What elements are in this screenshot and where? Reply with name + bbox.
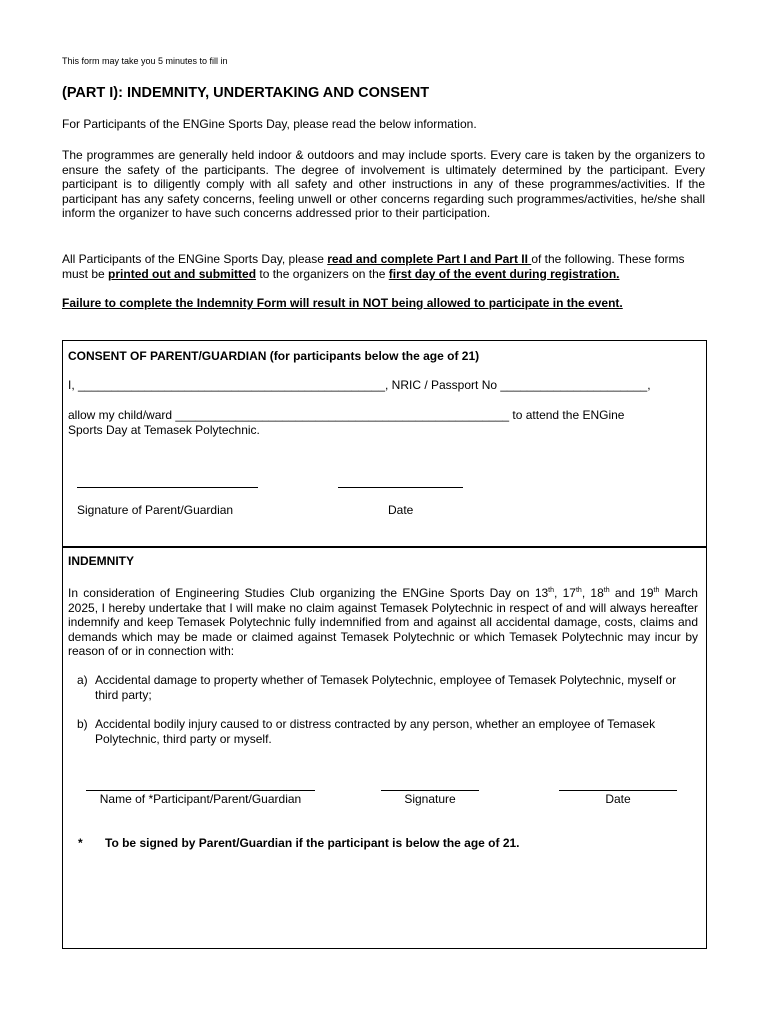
footnote-marker: * [78,836,83,850]
instructions-text-2: of the following. These forms must be [62,252,685,281]
indemnity-signature-label: Signature [404,792,456,806]
indemnity-date-label: Date [605,792,631,806]
instructions-text-3: to the organizers on the [256,266,389,281]
parent-signature-line[interactable] [77,487,258,488]
indemnity-heading: INDEMNITY [68,554,134,568]
list-marker: a) [77,673,88,687]
consent-name-line[interactable]: I, ______________________________________________, NRIC / Passport No ______________________, [68,378,651,392]
date-suffix-1: th [548,587,555,594]
instructions-bold-3: first day of the event during registration. [388,266,620,281]
indemnity-text-4: and 19 [609,586,654,600]
indemnity-text-5: March 2025, I hereby undertake that I will make no claim against Temasek Polytechnic in respect of and will always hereafter indemnify and keep Temasek Polytechnic fully indemnified from and against all accidental damage, costs, claims and demands which may be made or claimed against Temasek Polytechnic or which Temasek Polytechnic may incur by reason of or in connection with: [68,586,698,659]
date-suffix-4: th [653,587,660,594]
instructions-bold-2: printed out and submitted [108,266,257,281]
list-marker: b) [77,717,88,731]
indemnity-text-1: In consideration of Engineering Studies Club organizing the ENGine Sports Day on 13 [68,586,549,600]
page-title: (PART I): INDEMNITY, UNDERTAKING AND CONSENT [62,85,430,101]
indemnity-signature-line[interactable] [381,790,479,791]
participant-name-line[interactable] [86,790,315,791]
indemnity-paragraph [68,584,698,659]
date-suffix-2: th [575,587,582,594]
indemnity-text-2: , 17 [554,586,576,600]
instructions-text-1: All Participants of the ENGine Sports Day, please [62,252,328,266]
instructions-paragraph [62,252,705,281]
parent-signature-label: Signature of Parent/Guardian [77,503,234,517]
indemnity-date-line[interactable] [559,790,677,791]
failure-warning: Failure to complete the Indemnity Form will result in NOT being allowed to participate in the event. [62,296,623,310]
consent-event-line: Sports Day at Temasek Polytechnic. [68,423,260,437]
consent-date-label: Date [388,503,414,517]
intro-text: For Participants of the ENGine Sports Day, please read the below information. [62,117,477,131]
programmes-paragraph: The programmes are generally held indoor & outdoors and may include sports. Every care is taken by the organizers to ensure the safety of the participants. The degree of involvement is ultimately determined by the participant. Every participant is to diligently comply with all safety and other instructions in any of these programmes/activities. If the participant has any safety concerns, feeling unwell or other concerns regarding such programmes/activities, he/she shall inform the organizer to have such concerns addressed prior to their participation. [62,148,705,221]
fill-time-notice: This form may take you 5 minutes to fill in [62,56,228,66]
instructions-bold-1: read and complete Part I and Part II [327,252,532,266]
indemnity-text-3: , 18 [581,586,604,600]
consent-date-line[interactable] [338,487,463,488]
footnote-text: To be signed by Parent/Guardian if the participant is below the age of 21. [105,836,520,850]
list-item-text: Accidental bodily injury caused to or distress contracted by any person, whether an employee of Temasek Polytechnic, third party or myself. [95,717,656,746]
date-suffix-3: th [603,587,610,594]
consent-heading: CONSENT OF PARENT/GUARDIAN (for participants below the age of 21) [68,349,480,363]
consent-ward-line[interactable]: allow my child/ward __________________________________________________ to attend the ENGine [68,408,625,422]
participant-name-label: Name of *Participant/Parent/Guardian [99,792,302,806]
list-item-text: Accidental damage to property whether of Temasek Polytechnic, employee of Temasek Polytechnic, myself or third party; [95,673,677,702]
